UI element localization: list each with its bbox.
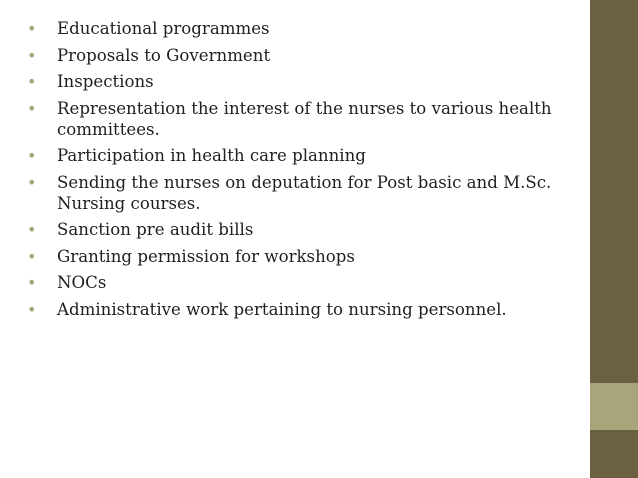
- bullet-icon: •: [27, 45, 37, 65]
- list-item-label: Proposals to Government: [57, 45, 271, 65]
- bullet-list: [27, 18, 617, 325]
- bullet-icon: •: [27, 220, 37, 239]
- list-item-label: Inspections: [57, 72, 154, 91]
- list-item-label: Sanction pre audit bills: [57, 220, 254, 239]
- list-item-label: Participation in health care planning: [57, 146, 366, 165]
- list-item-representation: [27, 98, 617, 140]
- list-item-educational-programmes: [27, 18, 617, 39]
- list-item-label: Educational programmes: [57, 19, 270, 38]
- bullet-icon: •: [27, 246, 37, 266]
- bullet-icon: •: [27, 299, 37, 319]
- bullet-icon: •: [27, 273, 37, 292]
- list-item-label: Sending the nurses on deputation for Post basic and M.Sc. Nursing courses.: [57, 172, 552, 213]
- bullet-icon: •: [27, 72, 37, 91]
- bullet-icon: •: [27, 172, 37, 192]
- list-item-label: Administrative work pertaining to nursing personnel.: [57, 299, 507, 319]
- list-item-participation: [27, 145, 617, 166]
- list-item-nocs: [27, 272, 617, 293]
- list-item-label: Representation the interest of the nurses to various health committees.: [57, 98, 552, 139]
- list-item-deputation: [27, 172, 617, 214]
- list-item-proposals: [27, 45, 617, 66]
- bullet-icon: •: [27, 146, 37, 165]
- bullet-icon: •: [27, 98, 37, 118]
- bullet-icon: •: [27, 19, 37, 38]
- list-item-sanction: [27, 219, 617, 240]
- list-item-label: Granting permission for workshops: [57, 246, 355, 266]
- list-item-label: NOCs: [57, 273, 107, 292]
- sidebar-accent-block: [590, 383, 638, 430]
- list-item-workshops: [27, 246, 617, 267]
- list-item-administrative: [27, 299, 617, 320]
- list-item-inspections: [27, 71, 617, 92]
